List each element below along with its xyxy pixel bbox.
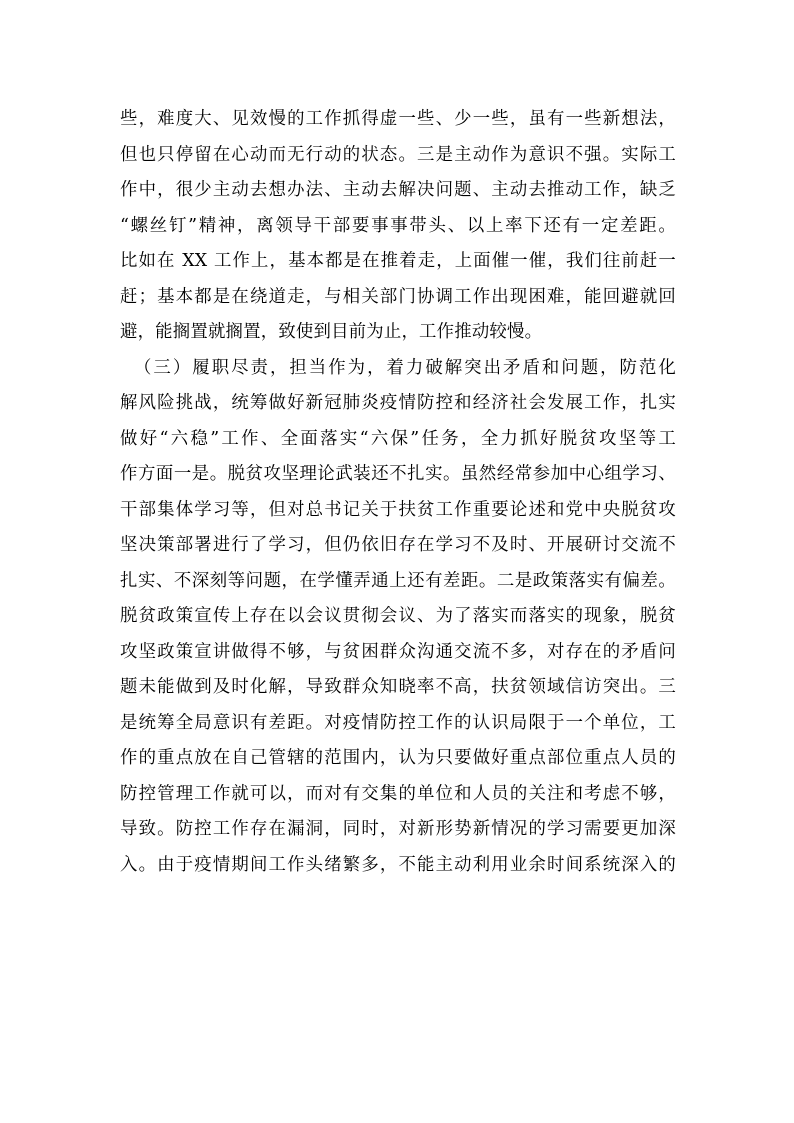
text-line: 脱贫政策宣传上存在以会议贯彻会议、为了落实而落实的现象，脱贫 (120, 606, 676, 626)
text-line: 比如在 XX 工作上，基本都是在推着走，上面催一催，我们往前赶一 (120, 251, 676, 271)
text-line: 作中，很少主动去想办法、主动去解决问题、主动去推动工作，缺乏 (120, 180, 676, 200)
body-text (120, 102, 676, 883)
text-line: 是统筹全局意识有差距。对疫情防控工作的认识局限于一个单位，工 (120, 712, 676, 733)
text-line: 赶；基本都是在绕道走，与相关部门协调工作出现困难，能回避就回 (120, 286, 676, 307)
text-line: 坚决策部署进行了学习，但仍依旧存在学习不及时、开展研讨交流不 (120, 535, 676, 555)
text-line: 避，能搁置就搁置，致使到目前为止，工作推动较慢。 (120, 322, 543, 342)
text-line: 入。由于疫情期间工作头绪繁多，不能主动利用业余时间系统深入的 (120, 854, 676, 875)
text-line: 干部集体学习等，但对总书记关于扶贫工作重要论述和党中央脱贫攻 (120, 499, 676, 520)
text-line: 防控管理工作就可以，而对有交集的单位和人员的关注和考虑不够， (120, 783, 676, 804)
text-line: 攻坚政策宣讲做得不够，与贫困群众沟通交流不多，对存在的矛盾问 (120, 641, 676, 662)
text-line: 扎实、不深刻等问题，在学懂弄通上还有差距。二是政策落实有偏差。 (120, 570, 676, 591)
text-line: 题未能做到及时化解，导致群众知晓率不高，扶贫领域信访突出。三 (120, 677, 676, 697)
text-line: 解风险挑战，统筹做好新冠肺炎疫情防控和经济社会发展工作，扎实 (120, 393, 676, 413)
text-line: 些，难度大、见效慢的工作抓得虚一些、少一些，虽有一些新想法， (120, 109, 676, 129)
text-line: 做好“六稳”工作、全面落实“六保”任务，全力抓好脱贫攻坚等工 (120, 428, 676, 449)
text-line: 作的重点放在自己管辖的范围内，认为只要做好重点部位重点人员的 (120, 748, 676, 768)
text-line: 导致。防控工作存在漏洞，同时，对新形势新情况的学习需要更加深 (120, 819, 676, 839)
text-line: “螺丝钉”精神，离领导干部要事事带头、以上率下还有一定差距。 (120, 215, 676, 236)
text-line: 但也只停留在心动而无行动的状态。三是主动作为意识不强。实际工 (120, 144, 676, 165)
section-heading-line: （三）履职尽责，担当作为，着力破解突出矛盾和问题，防范化 (134, 357, 676, 378)
text-line: 作方面一是。脱贫攻坚理论武装还不扎实。虽然经常参加中心组学习、 (120, 464, 676, 484)
